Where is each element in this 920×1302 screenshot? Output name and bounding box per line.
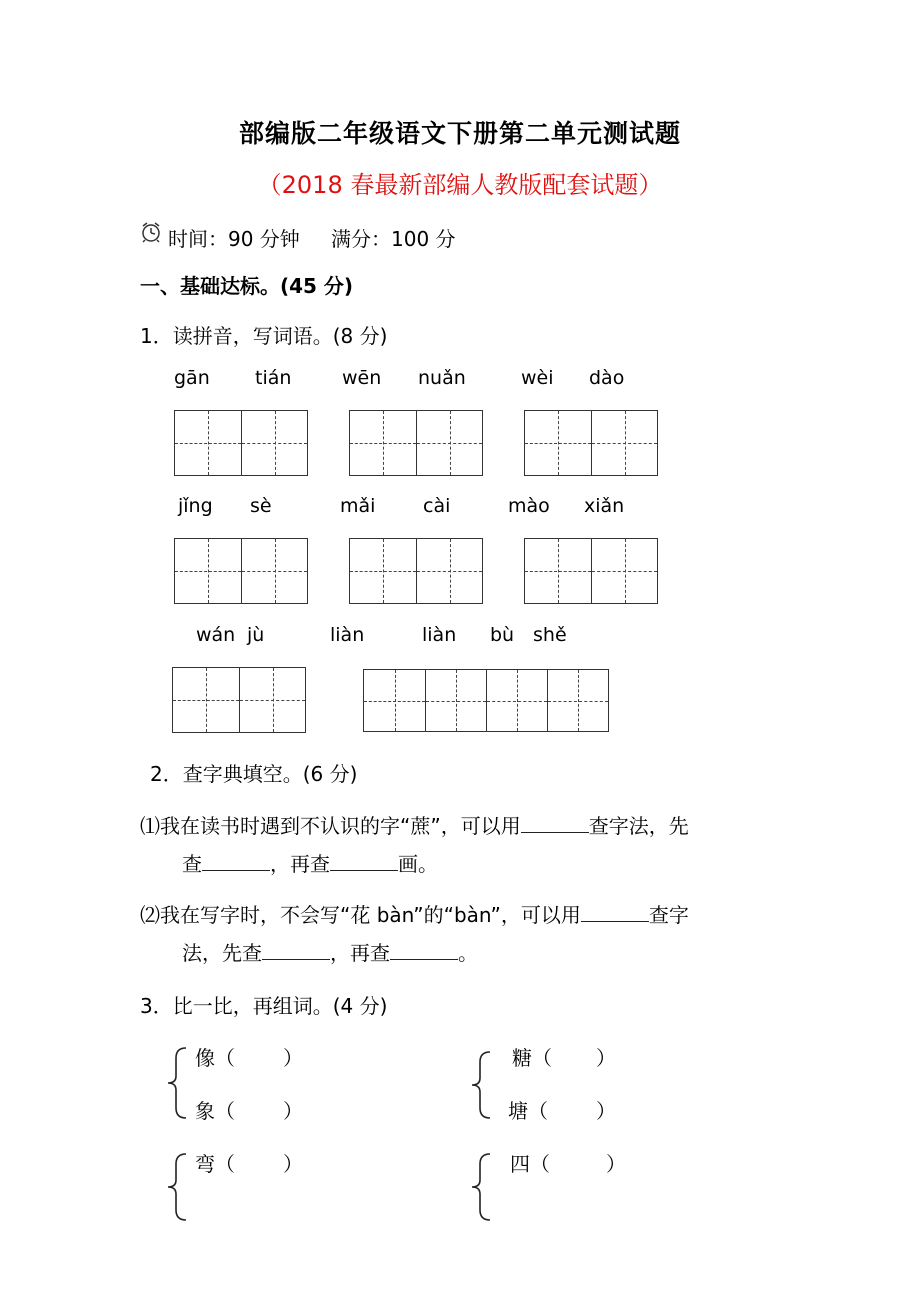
pinyin: wēn bbox=[342, 367, 382, 389]
clock-icon bbox=[140, 221, 162, 243]
pinyin: tián bbox=[255, 367, 292, 389]
pinyin: nuǎn bbox=[418, 367, 466, 389]
sentence-text: 我在读书时遇到不认识的字“蔗”，可以用 bbox=[160, 814, 521, 838]
fill-sentence-2-cont bbox=[182, 937, 478, 966]
answer-blank[interactable] bbox=[262, 941, 330, 960]
pinyin: wèi bbox=[521, 367, 554, 389]
answer-blank[interactable] bbox=[521, 814, 589, 833]
pinyin: liàn bbox=[330, 624, 365, 646]
item-number: ⑵ bbox=[140, 903, 160, 927]
sentence-text: ，再查 bbox=[330, 941, 390, 965]
sentence-text: 。 bbox=[458, 941, 478, 965]
pinyin: mǎi bbox=[340, 495, 376, 517]
left-brace-icon bbox=[166, 1046, 188, 1120]
compare-char: 象（ ） bbox=[195, 1099, 303, 1123]
answer-blank[interactable] bbox=[202, 852, 270, 871]
writing-grid[interactable] bbox=[524, 410, 658, 476]
pinyin: cài bbox=[423, 495, 451, 517]
sentence-text: 画。 bbox=[398, 852, 438, 876]
writing-grid[interactable] bbox=[349, 410, 483, 476]
answer-blank[interactable] bbox=[330, 852, 398, 871]
exam-time: 时间：90 分钟 bbox=[168, 227, 300, 251]
pinyin: jù bbox=[247, 624, 265, 646]
writing-grid[interactable] bbox=[524, 538, 658, 604]
compare-char: 四（ ） bbox=[510, 1152, 626, 1176]
answer-blank[interactable] bbox=[390, 941, 458, 960]
left-brace-icon bbox=[166, 1152, 188, 1222]
sentence-text: 查 bbox=[182, 852, 202, 876]
pinyin: dào bbox=[589, 367, 625, 389]
left-brace-icon bbox=[470, 1050, 492, 1120]
sentence-text: ，再查 bbox=[270, 852, 330, 876]
page-title: 部编版二年级语文下册第二单元测试题 bbox=[238, 119, 681, 148]
sentence-text: 我在写字时，不会写“花 bàn”的“bàn”，可以用 bbox=[160, 903, 581, 927]
section-heading: 一、基础达标。(45 分) bbox=[140, 274, 354, 298]
question-2-heading: 2．查字典填空。(6 分) bbox=[150, 762, 358, 786]
compare-char: 弯（ ） bbox=[195, 1152, 303, 1176]
question-3-heading: 3．比一比，再组词。(4 分) bbox=[140, 994, 388, 1018]
pinyin: bù bbox=[490, 624, 515, 646]
writing-grid[interactable] bbox=[363, 669, 609, 732]
compare-char: 塘（ ） bbox=[508, 1099, 616, 1123]
writing-grid[interactable] bbox=[172, 667, 306, 733]
pinyin: wán bbox=[196, 624, 236, 646]
compare-char: 糖（ ） bbox=[512, 1046, 616, 1070]
pinyin: liàn bbox=[422, 624, 457, 646]
fill-sentence-1 bbox=[140, 810, 689, 839]
pinyin: gān bbox=[174, 367, 210, 389]
fill-sentence-2 bbox=[140, 899, 689, 928]
pinyin: sè bbox=[250, 495, 272, 517]
page-subtitle: （2018 春最新部编人教版配套试题） bbox=[257, 171, 663, 199]
sentence-text: 查字 bbox=[648, 903, 689, 927]
writing-grid[interactable] bbox=[174, 410, 308, 476]
fill-sentence-1-cont bbox=[182, 848, 438, 877]
pinyin: shě bbox=[533, 624, 567, 646]
pinyin: jǐng bbox=[178, 495, 213, 517]
full-score: 满分：100 分 bbox=[331, 227, 456, 251]
sentence-text: 法，先查 bbox=[182, 941, 262, 965]
answer-blank[interactable] bbox=[581, 903, 649, 922]
question-1-heading: 1．读拼音，写词语。(8 分) bbox=[140, 324, 388, 348]
item-number: ⑴ bbox=[140, 814, 160, 838]
left-brace-icon bbox=[470, 1152, 492, 1222]
pinyin: xiǎn bbox=[584, 495, 625, 517]
compare-char: 像（ ） bbox=[195, 1046, 303, 1070]
writing-grid[interactable] bbox=[349, 538, 483, 604]
sentence-text: 查字法，先 bbox=[588, 814, 689, 838]
writing-grid[interactable] bbox=[174, 538, 308, 604]
pinyin: mào bbox=[508, 495, 550, 517]
